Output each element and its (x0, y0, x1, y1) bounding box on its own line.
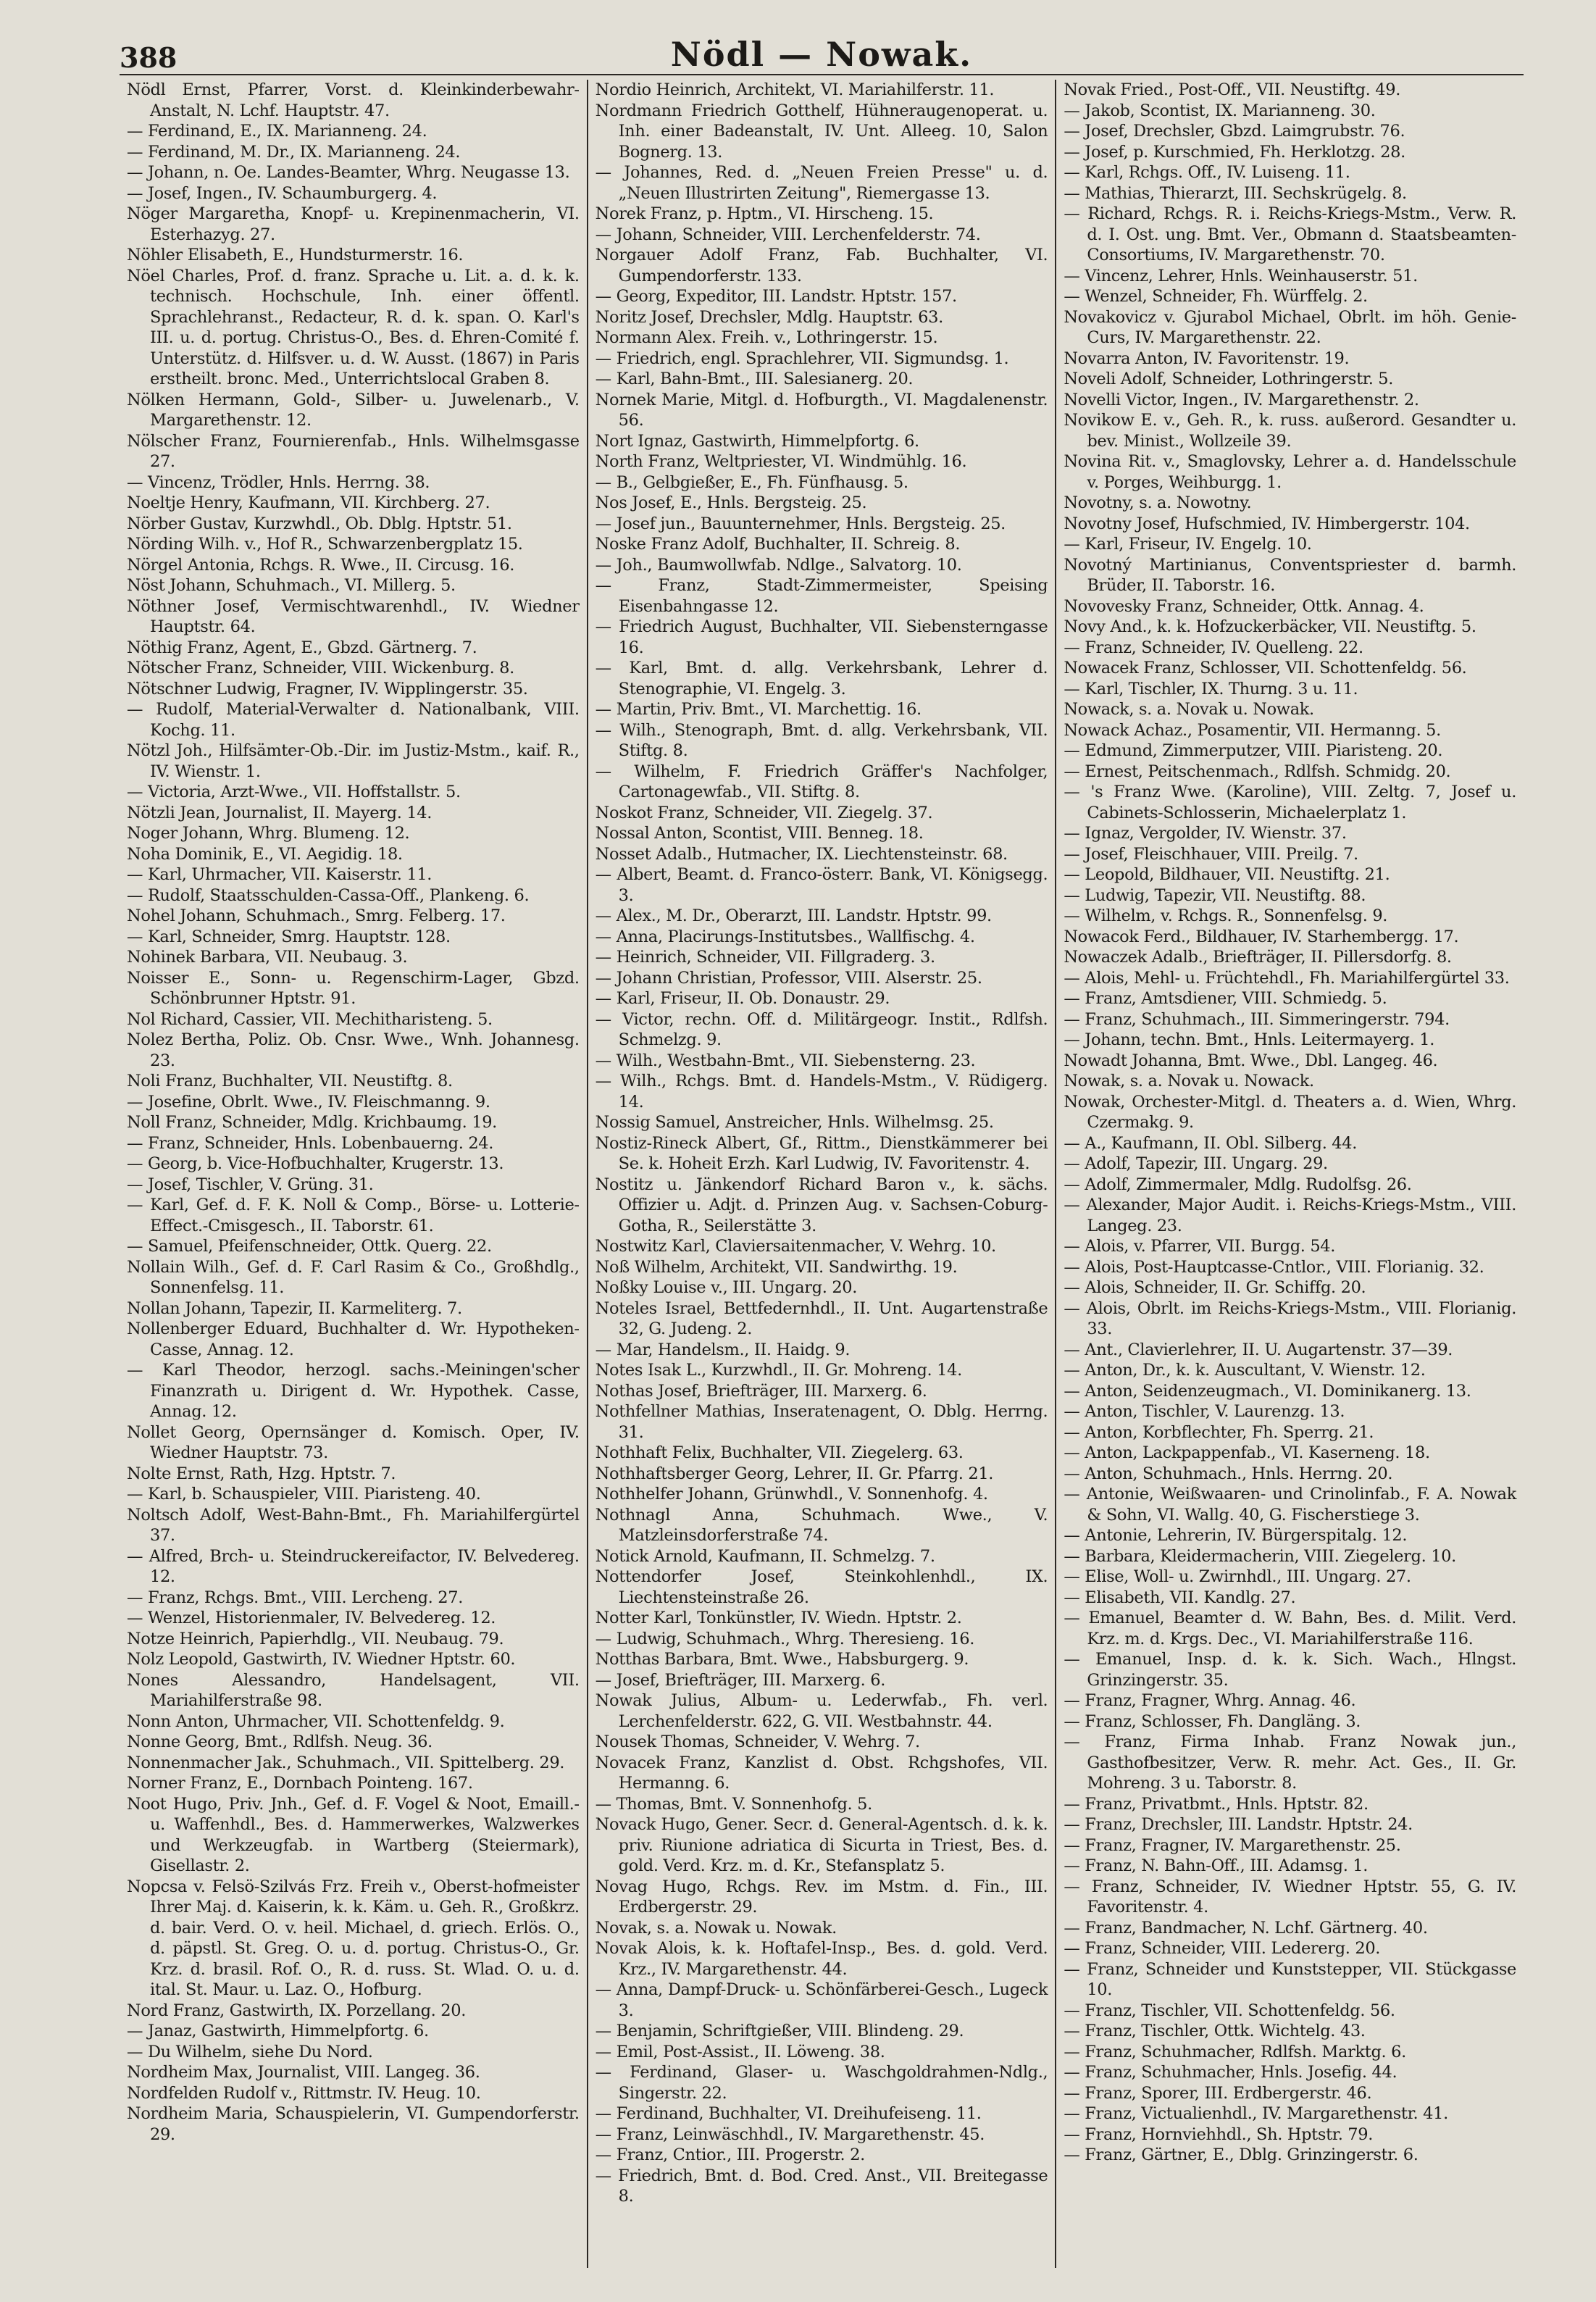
directory-entry: North Franz, Weltpriester, VI. Windmühlg. 16. (595, 452, 967, 471)
directory-entry: — Franz, Cntior., III. Progerstr. 2. (595, 2145, 865, 2164)
directory-entry: Nöhler Elisabeth, E., Hundsturmerstr. 16. (127, 246, 464, 264)
directory-entry: Noeltje Henry, Kaufmann, VII. Kirchberg. 27. (127, 493, 490, 512)
directory-entry: — Josef, p. Kurschmied, Fh. Herklotzg. 28. (1064, 142, 1405, 162)
directory-entry: — Ignaz, Vergolder, IV. Wienstr. 37. (1064, 824, 1347, 843)
directory-entry: — Wilh., Westbahn-Bmt., VII. Siebensterng. 23. (595, 1051, 976, 1070)
directory-entry: — Friedrich August, Buchhalter, VII. Siebensterngasse 16. (595, 617, 1048, 657)
directory-entry: — Franz, Schuhmach., III. Simmeringerstr. 794. (1064, 1009, 1450, 1029)
directory-entry: Nöst Johann, Schuhmach., VI. Millerg. 5. (127, 576, 456, 595)
directory-entry: Nol Richard, Cassier, VII. Mechitharisteng. 5. (127, 1009, 493, 1029)
directory-entry: Nort Ignaz, Gastwirth, Himmelpfortg. 6. (595, 431, 919, 451)
directory-entry: Nolte Ernst, Rath, Hzg. Hptstr. 7. (127, 1464, 396, 1483)
directory-entry: — Vincenz, Trödler, Hnls. Herrng. 38. (127, 472, 430, 492)
directory-entry: Novak Alois, k. k. Hoftafel-Insp., Bes. d. gold. Verd. Krz., IV. Margarethenstr. 44. (595, 1939, 1048, 1979)
directory-entry: Noritz Josef, Drechsler, Mdlg. Hauptstr. 63. (595, 307, 943, 327)
directory-entry: Nölken Hermann, Gold-, Silber- u. Juwelenarb., V. Margarethenstr. 12. (127, 390, 580, 430)
directory-entry: Novacek Franz, Kanzlist d. Obst. Rchgshofes, VII. Hermanng. 6. (595, 1753, 1048, 1793)
directory-entry: — Vincenz, Lehrer, Hnls. Weinhauserstr. 51. (1064, 266, 1418, 285)
directory-entry: Nollain Wilh., Gef. d. F. Carl Rasim & Co., Großhdlg., Sonnenfelsg. 11. (127, 1257, 580, 1297)
directory-entry: Nowak Julius, Album- u. Lederwfab., Fh. verl. Lerchenfelderstr. 622, G. VII. Westbahnstr. 44. (595, 1691, 1048, 1731)
directory-entry: Nowacok Ferd., Bildhauer, IV. Starhembergg. 17. (1064, 927, 1459, 946)
directory-entry: — Georg, b. Vice-Hofbuchhalter, Krugerstr. 13. (127, 1154, 504, 1173)
directory-entry: Noli Franz, Buchhalter, VII. Neustiftg. 8. (127, 1072, 453, 1090)
directory-entry: — Franz, N. Bahn-Off., III. Adamsg. 1. (1064, 1856, 1369, 1875)
directory-entry: Notes Isak L., Kurzwhdl., II. Gr. Mohreng. 14. (595, 1361, 962, 1380)
directory-entry: Nostitz u. Jänkendorf Richard Baron v., k. sächs. Offizier u. Adjt. d. Prinzen Aug. v. Sachsen-Coburg-Gotha, R., Seilerstätte 3. (595, 1175, 1048, 1235)
directory-entry: Notick Arnold, Kaufmann, II. Schmelzg. 7. (595, 1546, 935, 1566)
directory-entry: — Alois, v. Pfarrer, VII. Burgg. 54. (1064, 1237, 1336, 1256)
directory-entry: Noß Wilhelm, Architekt, VII. Sandwirthg. 19. (595, 1257, 958, 1277)
directory-entry: — Franz, Fragner, IV. Margarethenstr. 25. (1064, 1835, 1401, 1855)
directory-entry: — Samuel, Pfeifenschneider, Ottk. Querg. 22. (127, 1237, 492, 1256)
directory-entry: — Franz, Rchgs. Bmt., VIII. Lercheng. 27. (127, 1588, 464, 1607)
directory-entry: Noll Franz, Schneider, Mdlg. Krichbaumg. 19. (127, 1113, 497, 1132)
directory-entry: Nowacek Franz, Schlosser, VII. Schottenfeldg. 56. (1064, 659, 1467, 677)
directory-entry: — Ferdinand, Glaser- u. Waschgoldrahmen-Ndlg., Singerstr. 22. (595, 2063, 1048, 2103)
directory-entry: Nölscher Franz, Fournierenfab., Hnls. Wilhelmsgasse 27. (127, 431, 580, 471)
directory-entry: Novarra Anton, IV. Favoritenstr. 19. (1064, 349, 1350, 368)
directory-entry: — Johann, n. Oe. Landes-Beamter, Whrg. Neugasse 13. (127, 163, 570, 182)
directory-entry: — Jakob, Scontist, IX. Marianneng. 30. (1064, 101, 1376, 120)
directory-entry: Nottendorfer Josef, Steinkohlenhdl., IX. Liechtensteinstraße 26. (595, 1567, 1048, 1607)
directory-entry: — Alfred, Brch- u. Steindruckereifactor, IV. Belvedereg. 12. (127, 1546, 580, 1586)
directory-entry: — Leopold, Bildhauer, VII. Neustiftg. 21. (1064, 865, 1390, 884)
directory-entry: Nothnagl Anna, Schuhmach. Wwe., V. Matzleinsdorferstraße 74. (595, 1505, 1048, 1545)
directory-entry: Nolez Bertha, Poliz. Ob. Cnsr. Wwe., Wnh. Johannesg. 23. (127, 1030, 580, 1070)
directory-entry: — Rudolf, Staatsschulden-Cassa-Off., Plankeng. 6. (127, 885, 530, 905)
directory-entry: — Johann, techn. Bmt., Hnls. Leitermayerg. 1. (1064, 1030, 1435, 1049)
directory-entry: Norgauer Adolf Franz, Fab. Buchhalter, VI. Gumpendorferstr. 133. (595, 246, 1048, 285)
directory-entry: — Anna, Placirungs-Institutsbes., Wallfischg. 4. (595, 927, 975, 946)
directory-entry: — Mathias, Thierarzt, III. Sechskrügelg. 8. (1064, 183, 1407, 203)
directory-entry: — Anton, Dr., k. k. Auscultant, V. Wienstr. 12. (1064, 1361, 1426, 1380)
directory-entry: Nollan Johann, Tapezir, II. Karmeliterg. 7. (127, 1298, 462, 1318)
directory-entry: Nötzl Joh., Hilfsämter-Ob.-Dir. im Justiz-Mstm., kaif. R., IV. Wienstr. 1. (127, 741, 580, 781)
directory-entry: Novotny, s. a. Nowotny. (1064, 493, 1252, 512)
directory-entry: — Franz, Hornviehhdl., Sh. Hptstr. 79. (1064, 2124, 1374, 2144)
directory-entry: Novakovicz v. Gjurabol Michael, Obrlt. im höh. Genie-Curs, IV. Margarethenstr. 22. (1064, 307, 1517, 347)
directory-entry: — Josef, Ingen., IV. Schaumburgerg. 4. (127, 183, 438, 203)
directory-entry: — Anton, Schuhmach., Hnls. Herrng. 20. (1064, 1464, 1393, 1483)
directory-entry: Nöthner Josef, Vermischtwarenhdl., IV. Wiedner Hauptstr. 64. (127, 596, 580, 636)
directory-entry: — Franz, Schneider, IV. Wiedner Hptstr. 55, G. IV. Favoritenstr. 4. (1064, 1877, 1517, 1917)
page-number: 388 (120, 41, 177, 74)
directory-entry: Novelli Victor, Ingen., IV. Margarethenstr. 2. (1064, 390, 1419, 409)
directory-entry: — Karl, Gef. d. F. K. Noll & Comp., Börse- u. Lotterie-Effect.-Cmisgesch., II. Taborstr. 61. (127, 1196, 580, 1235)
directory-entry: Nothhaftsberger Georg, Lehrer, II. Gr. Pfarrg. 21. (595, 1464, 994, 1483)
directory-entry: — Franz, Victualienhdl., IV. Margarethenstr. 41. (1064, 2104, 1448, 2123)
directory-entry: — Anton, Lackpappenfab., VI. Kaserneng. 18. (1064, 1443, 1430, 1462)
directory-entry: — Alex., M. Dr., Oberarzt, III. Landstr. Hptstr. 99. (595, 906, 992, 925)
directory-entry: — Johann Christian, Professor, VIII. Alserstr. 25. (595, 968, 982, 988)
directory-entry: Nordfelden Rudolf v., Rittmstr. IV. Heug. 10. (127, 2083, 481, 2103)
directory-entry: Nornek Marie, Mitgl. d. Hofburgth., VI. Magdalenenstr. 56. (595, 390, 1048, 430)
directory-entry: — Franz, Bandmacher, N. Lchf. Gärtnerg. 40. (1064, 1918, 1428, 1938)
directory-entry: Nopcsa v. Felsö-Szilvás Frz. Freih v., Oberst-hofmeister Ihrer Maj. d. Kaiserin, k. k. Käm. u. Geh. R., Großkrz. d. bair. Verd. O. v. heil. Michael, d. griech. Erlös. O., d. päpstl. St. Greg. O. u. d. portug. Christus-O., Gr. Krz. d. brasil. Rof. O., R. d. russ. St. Wlad. O. u. d. ital. St. Maur. u. Laz. O., Hofburg. (127, 1877, 580, 1999)
directory-entry: Nowak, s. a. Novak u. Nowack. (1064, 1072, 1314, 1090)
directory-entry: Novy And., k. k. Hofzuckerbäcker, VII. Neustiftg. 5. (1064, 617, 1476, 636)
directory-entry: — Emil, Post-Assist., II. Löweng. 38. (595, 2042, 885, 2061)
directory-entry: Novotný Martinianus, Conventspriester d. barmh. Brüder, II. Taborstr. 16. (1064, 555, 1517, 595)
directory-entry: Nothfellner Mathias, Inseratenagent, O. Dblg. Herrng. 31. (595, 1402, 1048, 1442)
directory-entry: — Karl, Friseur, IV. Engelg. 10. (1064, 535, 1312, 554)
directory-entry: — Anton, Tischler, V. Laurenzg. 13. (1064, 1402, 1345, 1421)
directory-entry: Nöel Charles, Prof. d. franz. Sprache u. Lit. a. d. k. k. technisch. Hochschule, Inh. einer öffentl. Sprachlehranst., Redacteur, R. d. k. span. O. Karl's III. u. d. portug. Christus-O., Bes. d. Ehren-Comité f. Unterstütz. d. Hilfsver. u. d. W. Ausst. (1867) in Paris erstheilt. bronc. Med., Unterrichtslocal Graben 8. (127, 266, 580, 388)
directory-entry: — B., Gelbgießer, E., Fh. Fünfhausg. 5. (595, 472, 908, 492)
directory-entry: Novak, s. a. Nowak u. Nowak. (595, 1918, 837, 1938)
directory-entry: Nötschner Ludwig, Fragner, IV. Wipplingerstr. 35. (127, 679, 528, 698)
directory-entry: Novak Fried., Post-Off., VII. Neustiftg. 49. (1064, 80, 1401, 99)
directory-entry: — Karl, b. Schauspieler, VIII. Piaristeng. 40. (127, 1485, 481, 1504)
directory-entry: — Josef, Tischler, V. Grüng. 31. (127, 1175, 374, 1194)
directory-entry: — Ludwig, Schuhmach., Whrg. Theresieng. 16. (595, 1629, 975, 1648)
directory-entry: Nosset Adalb., Hutmacher, IX. Liechtensteinstr. 68. (595, 844, 1008, 864)
directory-entry: — Franz, Privatbmt., Hnls. Hptstr. 82. (1064, 1794, 1369, 1814)
directory-entry: Nonnenmacher Jak., Schuhmach., VII. Spittelberg. 29. (127, 1753, 565, 1772)
directory-entry: Nollenberger Eduard, Buchhalter d. Wr. Hypotheken-Casse, Annag. 12. (127, 1319, 580, 1359)
directory-entry: Noske Franz Adolf, Buchhalter, II. Schreig. 8. (595, 535, 961, 554)
directory-entry: — Wilh., Rchgs. Bmt. d. Handels-Mstm., V. Rüdigerg. 14. (595, 1072, 1048, 1112)
directory-entry: Nonne Georg, Bmt., Rdlfsh. Neug. 36. (127, 1732, 433, 1751)
directory-entry: — Karl, Tischler, IX. Thurng. 3 u. 11. (1064, 679, 1358, 698)
directory-entry: — Johann, Schneider, VIII. Lerchenfelderstr. 74. (595, 225, 981, 244)
directory-entry: — Karl, Schneider, Smrg. Hauptstr. 128. (127, 927, 451, 946)
directory-entry: Nordheim Maria, Schauspielerin, VI. Gumpendorferstr. 29. (127, 2104, 580, 2144)
directory-entry: — Franz, Amtsdiener, VIII. Schmiedg. 5. (1064, 989, 1387, 1008)
directory-entry: — Alois, Post-Hauptcasse-Cntlor., VIII. Florianig. 32. (1064, 1257, 1484, 1277)
directory-entry: Novag Hugo, Rchgs. Rev. im Mstm. d. Fin., III. Erdbergerstr. 29. (595, 1877, 1048, 1917)
directory-entry: Noha Dominik, E., VI. Aegidig. 18. (127, 844, 403, 864)
directory-entry: — Franz, Schneider und Kunststepper, VII. Stückgasse 10. (1064, 1959, 1517, 1999)
directory-entry: — Wenzel, Historienmaler, IV. Belvedereg. 12. (127, 1609, 496, 1627)
directory-entry: Nörding Wilh. v., Hof R., Schwarzenbergplatz 15. (127, 535, 523, 554)
directory-entry: — Adolf, Tapezir, III. Ungarg. 29. (1064, 1154, 1328, 1173)
directory-entry: — Franz, Schlosser, Fh. Dangläng. 3. (1064, 1711, 1361, 1731)
directory-entry: Nödl Ernst, Pfarrer, Vorst. d. Kleinkinderbewahr-Anstalt, N. Lchf. Hauptstr. 47. (127, 80, 580, 120)
directory-entry: — Ferdinand, M. Dr., IX. Marianneng. 24. (127, 142, 461, 162)
directory-entry: Nos Josef, E., Hnls. Bergsteig. 25. (595, 493, 867, 512)
directory-entry: — Du Wilhelm, siehe Du Nord. (127, 2042, 373, 2061)
directory-entry: — Franz, Tischler, VII. Schottenfeldg. 56. (1064, 2001, 1395, 2020)
directory-entry: — Karl, Uhrmacher, VII. Kaiserstr. 11. (127, 865, 433, 884)
directory-entry: — Karl, Bmt. d. allg. Verkehrsbank, Lehrer d. Stenographie, VI. Engelg. 3. (595, 659, 1048, 698)
directory-entry: — Elisabeth, VII. Kandlg. 27. (1064, 1588, 1296, 1607)
directory-entry: Nostiz-Rineck Albert, Gf., Rittm., Dienstkämmerer bei Se. k. Hoheit Erzh. Karl Ludwig, IV. Favoritenstr. 4. (595, 1133, 1048, 1173)
column-1 (120, 80, 588, 2268)
directory-entry: — Alois, Obrlt. im Reichs-Kriegs-Mstm., VIII. Florianig. 33. (1064, 1298, 1517, 1338)
directory-entry: — Friedrich, engl. Sprachlehrer, VII. Sigmundsg. 1. (595, 349, 1009, 368)
directory-entry: — Franz, Fragner, Whrg. Annag. 46. (1064, 1691, 1356, 1710)
directory-entry: — Alexander, Major Audit. i. Reichs-Kriegs-Mstm., VIII. Langeg. 23. (1064, 1196, 1517, 1235)
directory-entry: Novikow E. v., Geh. R., k. russ. außerord. Gesandter u. bev. Minist., Wollzeile 39. (1064, 411, 1517, 451)
directory-entry: — Emanuel, Beamter d. W. Bahn, Bes. d. Milit. Verd. Krz. m. d. Krgs. Dec., VI. Mariahilferstraße 116. (1064, 1609, 1517, 1648)
directory-entry: — Martin, Priv. Bmt., VI. Marchettig. 16. (595, 700, 922, 719)
directory-entry: Nones Alessandro, Handelsagent, VII. Mariahilferstraße 98. (127, 1670, 580, 1710)
directory-entry: — Richard, Rchgs. R. i. Reichs-Kriegs-Mstm., Verw. R. d. I. Ost. ung. Bmt. Ver., Obmann d. Staatsbeamten-Consortiums, IV. Margarethenstr. 70. (1064, 204, 1517, 264)
directory-entry: Noveli Adolf, Schneider, Lothringerstr. 5. (1064, 370, 1394, 388)
directory-entry: Nordio Heinrich, Architekt, VI. Mariahilferstr. 11. (595, 80, 995, 99)
directory-entry: — Franz, Tischler, Ottk. Wichtelg. 43. (1064, 2022, 1366, 2040)
directory-entry: — Franz, Sporer, III. Erdbergerstr. 46. (1064, 2083, 1372, 2103)
directory-entry: — Benjamin, Schriftgießer, VIII. Blindeng. 29. (595, 2022, 964, 2040)
directory-entry: — Anton, Korbflechter, Fh. Sperrg. 21. (1064, 1422, 1374, 1442)
directory-entry: — Franz, Schneider, IV. Quelleng. 22. (1064, 638, 1363, 657)
directory-entry: — Franz, Drechsler, III. Landstr. Hptstr. 24. (1064, 1815, 1413, 1834)
directory-columns (120, 80, 1524, 2268)
directory-entry: — Friedrich, Bmt. d. Bod. Cred. Anst., VII. Breitegasse 8. (595, 2166, 1048, 2206)
directory-entry: — Elise, Woll- u. Zwirnhdl., III. Ungarg. 27. (1064, 1567, 1411, 1586)
directory-entry: Novina Rit. v., Smaglovsky, Lehrer a. d. Handelsschule v. Porges, Weihburgg. 1. (1064, 452, 1517, 492)
directory-entry: — Emanuel, Insp. d. k. k. Sich. Wach., Hlngst. Grinzingerstr. 35. (1064, 1650, 1517, 1690)
directory-entry: — Albert, Beamt. d. Franco-österr. Bank, VI. Königsegg. 3. (595, 865, 1048, 905)
directory-entry: — Josef jun., Bauunternehmer, Hnls. Bergsteig. 25. (595, 514, 1006, 533)
column-2 (588, 80, 1057, 2268)
directory-entry: — Anton, Seidenzeugmach., VI. Dominikanerg. 13. (1064, 1381, 1471, 1401)
directory-entry: Nossal Anton, Scontist, VIII. Benneg. 18. (595, 824, 924, 843)
directory-entry: Nostwitz Karl, Claviersaitenmacher, V. Wehrg. 10. (595, 1237, 996, 1256)
directory-entry: Noskot Franz, Schneider, VII. Ziegelg. 37. (595, 803, 933, 822)
directory-entry: Novotny Josef, Hufschmied, IV. Himbergerstr. 104. (1064, 514, 1470, 533)
page-header (120, 28, 1524, 75)
directory-entry: Nowadt Johanna, Bmt. Wwe., Dbl. Langeg. 46. (1064, 1051, 1438, 1070)
directory-entry: — Franz, Leinwäschhdl., IV. Margarethenstr. 45. (595, 2124, 985, 2144)
directory-entry: — Rudolf, Material-Verwalter d. Nationalbank, VIII. Kochg. 11. (127, 700, 580, 740)
directory-entry: Noot Hugo, Priv. Jnh., Gef. d. F. Vogel & Noot, Emaill.- u. Waffenhdl., Bes. d. Hammerwerkes, Walzwerkes und Werkzeugfab. in Wartberg (Steiermark), Gisellastr. 2. (127, 1794, 580, 1875)
directory-entry: Norner Franz, E., Dornbach Pointeng. 167. (127, 1774, 473, 1793)
directory-entry: — Barbara, Kleidermacherin, VIII. Ziegelerg. 10. (1064, 1546, 1456, 1566)
directory-entry: Nötzli Jean, Journalist, II. Mayerg. 14. (127, 803, 433, 822)
directory-entry: — Heinrich, Schneider, VII. Fillgraderg. 3. (595, 948, 935, 967)
running-title: Nödl — Nowak. (670, 35, 973, 74)
directory-entry: Noger Johann, Whrg. Blumeng. 12. (127, 824, 410, 843)
directory-entry: — Mar, Handelsm., II. Haidg. 9. (595, 1340, 851, 1359)
directory-entry: — Johannes, Red. d. „Neuen Freien Presse" u. d. „Neuen Illustrirten Zeitung", Riemergasse 13. (595, 163, 1048, 203)
directory-entry: — Franz, Stadt-Zimmermeister, Speising Eisenbahngasse 12. (595, 576, 1048, 616)
directory-entry: — Franz, Schuhmacher, Rdlfsh. Marktg. 6. (1064, 2042, 1406, 2061)
directory-entry: Noisser E., Sonn- u. Regenschirm-Lager, Gbzd. Schönbrunner Hptstr. 91. (127, 968, 580, 1008)
directory-entry: Nowack, s. a. Novak u. Nowak. (1064, 700, 1314, 719)
directory-entry: Nord Franz, Gastwirth, IX. Porzellang. 20. (127, 2001, 466, 2020)
directory-entry: — Wilhelm, F. Friedrich Gräffer's Nachfolger, Cartonagewfab., VII. Stiftg. 8. (595, 762, 1048, 801)
directory-entry: Noßky Louise v., III. Ungarg. 20. (595, 1278, 858, 1297)
directory-entry: Nousek Thomas, Schneider, V. Wehrg. 7. (595, 1732, 920, 1751)
directory-entry: Nohel Johann, Schuhmach., Smrg. Felberg. 17. (127, 906, 506, 925)
directory-entry: — Karl, Bahn-Bmt., III. Salesianerg. 20. (595, 370, 914, 388)
directory-entry: Novack Hugo, Gener. Secr. d. General-Agentsch. d. k. k. priv. Riunione adriatica di Sicurta in Triest, Bes. d. gold. Verd. Krz. m. d. Kr., Stefansplatz 5. (595, 1815, 1048, 1875)
directory-entry: — Georg, Expeditor, III. Landstr. Hptstr. 157. (595, 287, 957, 306)
directory-entry: Nöthig Franz, Agent, E., Gbzd. Gärtnerg. 7. (127, 638, 477, 657)
directory-entry: — Josef, Briefträger, III. Marxerg. 6. (595, 1670, 886, 1690)
directory-entry: — Ernest, Peitschenmach., Rdlfsh. Schmidg. 20. (1064, 762, 1451, 781)
directory-entry: — Karl, Friseur, II. Ob. Donaustr. 29. (595, 989, 890, 1008)
directory-entry: Noltsch Adolf, West-Bahn-Bmt., Fh. Mariahilfergürtel 37. (127, 1505, 580, 1545)
directory-entry: Nöger Margaretha, Knopf- u. Krepinenmacherin, VI. Esterhazyg. 27. (127, 204, 580, 244)
directory-entry: Nordmann Friedrich Gotthelf, Hühneraugenoperat. u. Inh. einer Badeanstalt, IV. Unt. Alleeg. 10, Salon Bognerg. 13. (595, 101, 1048, 162)
directory-entry: Nolz Leopold, Gastwirth, IV. Wiedner Hptstr. 60. (127, 1650, 516, 1669)
directory-entry: — Janaz, Gastwirth, Himmelpfortg. 6. (127, 2022, 429, 2040)
directory-entry: — Karl, Rchgs. Off., IV. Luiseng. 11. (1064, 163, 1350, 182)
directory-entry: — Wilhelm, v. Rchgs. R., Sonnenfelsg. 9. (1064, 906, 1388, 925)
directory-entry: Notthas Barbara, Bmt. Wwe., Habsburgerg. 9. (595, 1650, 969, 1669)
directory-entry: — Franz, Schneider, VIII. Ledererg. 20. (1064, 1939, 1381, 1958)
directory-entry: — A., Kaufmann, II. Obl. Silberg. 44. (1064, 1133, 1358, 1153)
directory-entry: — Franz, Schneider, Hnls. Lobenbauerng. 24. (127, 1133, 494, 1153)
directory-entry: — Ferdinand, E., IX. Marianneng. 24. (127, 122, 427, 141)
directory-entry: — Josefine, Obrlt. Wwe., IV. Fleischmanng. 9. (127, 1092, 490, 1112)
directory-entry: Nossig Samuel, Anstreicher, Hnls. Wilhelmsg. 25. (595, 1113, 994, 1132)
directory-entry: Norek Franz, p. Hptm., VI. Hirscheng. 15. (595, 204, 934, 223)
directory-entry: — Alois, Mehl- u. Früchtehdl., Fh. Mariahilfergürtel 33. (1064, 968, 1510, 988)
directory-entry: — Antonie, Weißwaaren- und Crinolinfab., F. A. Nowak & Sohn, VI. Wallg. 40, G. Fischerstiege 3. (1064, 1485, 1517, 1525)
directory-entry: Nothas Josef, Briefträger, III. Marxerg. 6. (595, 1381, 927, 1401)
directory-entry: — Franz, Firma Inhab. Franz Nowak jun., Gasthofbesitzer, Verw. R. mehr. Act. Ges., II. Gr. Mohreng. 3 u. Taborstr. 8. (1064, 1732, 1517, 1793)
directory-entry: — Josef, Fleischhauer, VIII. Preilg. 7. (1064, 844, 1358, 864)
directory-entry: Nörgel Antonia, Rchgs. R. Wwe., II. Circusg. 16. (127, 555, 515, 575)
directory-entry: — Josef, Drechsler, Gbzd. Laimgrubstr. 76. (1064, 122, 1405, 141)
directory-entry: — Ferdinand, Buchhalter, VI. Dreihufeiseng. 11. (595, 2104, 982, 2123)
directory-entry: Nollet Georg, Opernsänger d. Komisch. Oper, IV. Wiedner Hauptstr. 73. (127, 1422, 580, 1462)
directory-entry: — Joh., Baumwollwfab. Ndlge., Salvatorg. 10. (595, 555, 962, 575)
directory-entry: — Alois, Schneider, II. Gr. Schiffg. 20. (1064, 1278, 1366, 1297)
directory-entry: — Karl Theodor, herzogl. sachs.-Meiningen'scher Finanzrath u. Dirigent d. Wr. Hypothek. Casse, Annag. 12. (127, 1361, 580, 1421)
directory-entry: — Wilh., Stenograph, Bmt. d. allg. Verkehrsbank, VII. Stiftg. 8. (595, 720, 1048, 760)
directory-entry: Notter Karl, Tonkünstler, IV. Wiedn. Hptstr. 2. (595, 1609, 962, 1627)
directory-entry: Nowack Achaz., Posamentir, VII. Hermanng. 5. (1064, 720, 1441, 740)
directory-entry: Nohinek Barbara, VII. Neubaug. 3. (127, 948, 408, 967)
directory-entry: Nonn Anton, Uhrmacher, VII. Schottenfeldg. 9. (127, 1711, 505, 1731)
directory-entry: Nörber Gustav, Kurzwhdl., Ob. Dblg. Hptstr. 51. (127, 514, 512, 533)
directory-entry: — Thomas, Bmt. V. Sonnenhofg. 5. (595, 1794, 872, 1814)
directory-entry: — Adolf, Zimmermaler, Mdlg. Rudolfsg. 26. (1064, 1175, 1412, 1194)
directory-entry: — Franz, Schuhmacher, Hnls. Josefig. 44. (1064, 2063, 1397, 2082)
directory-entry: Nötscher Franz, Schneider, VIII. Wickenburg. 8. (127, 659, 514, 677)
directory-entry: — Anna, Dampf-Druck- u. Schönfärberei-Gesch., Lugeck 3. (595, 1980, 1048, 2020)
directory-entry: Nordheim Max, Journalist, VIII. Langeg. 36. (127, 2063, 480, 2082)
directory-entry: Novovesky Franz, Schneider, Ottk. Annag. 4. (1064, 596, 1424, 616)
directory-entry: Nowak, Orchester-Mitgl. d. Theaters a. d. Wien, Whrg. Czermakg. 9. (1064, 1092, 1517, 1132)
directory-entry: Nothhaft Felix, Buchhalter, VII. Ziegelerg. 63. (595, 1443, 964, 1462)
directory-entry: Noteles Israel, Bettfedernhdl., II. Unt. Augartenstraße 32, G. Judeng. 2. (595, 1298, 1048, 1338)
directory-entry: — Wenzel, Schneider, Fh. Würffelg. 2. (1064, 287, 1368, 306)
directory-entry: Nothhelfer Johann, Grünwhdl., V. Sonnenhofg. 4. (595, 1485, 988, 1504)
directory-entry: — Franz, Gärtner, E., Dblg. Grinzingerstr. 6. (1064, 2145, 1419, 2164)
directory-entry: — Victor, rechn. Off. d. Militärgeogr. Instit., Rdlfsh. Schmelzg. 9. (595, 1009, 1048, 1049)
directory-entry: — Victoria, Arzt-Wwe., VII. Hoffstallstr. 5. (127, 783, 461, 801)
directory-entry: Notze Heinrich, Papierhdlg., VII. Neubaug. 79. (127, 1629, 504, 1648)
directory-entry: Nowaczek Adalb., Briefträger, II. Pillersdorfg. 8. (1064, 948, 1452, 967)
directory-entry: — Edmund, Zimmerputzer, VIII. Piaristeng. 20. (1064, 741, 1443, 760)
directory-entry: — Ant., Clavierlehrer, II. U. Augartenstr. 37—39. (1064, 1340, 1453, 1359)
directory-entry: — Antonie, Lehrerin, IV. Bürgerspitalg. 12. (1064, 1526, 1408, 1545)
directory-entry: Normann Alex. Freih. v., Lothringerstr. 15. (595, 328, 938, 347)
column-3 (1056, 80, 1524, 2268)
directory-entry: — Ludwig, Tapezir, VII. Neustiftg. 88. (1064, 885, 1366, 905)
directory-entry: — 's Franz Wwe. (Karoline), VIII. Zeltg. 7, Josef u. Cabinets-Schlosserin, Michaelerplatz 1. (1064, 783, 1517, 822)
